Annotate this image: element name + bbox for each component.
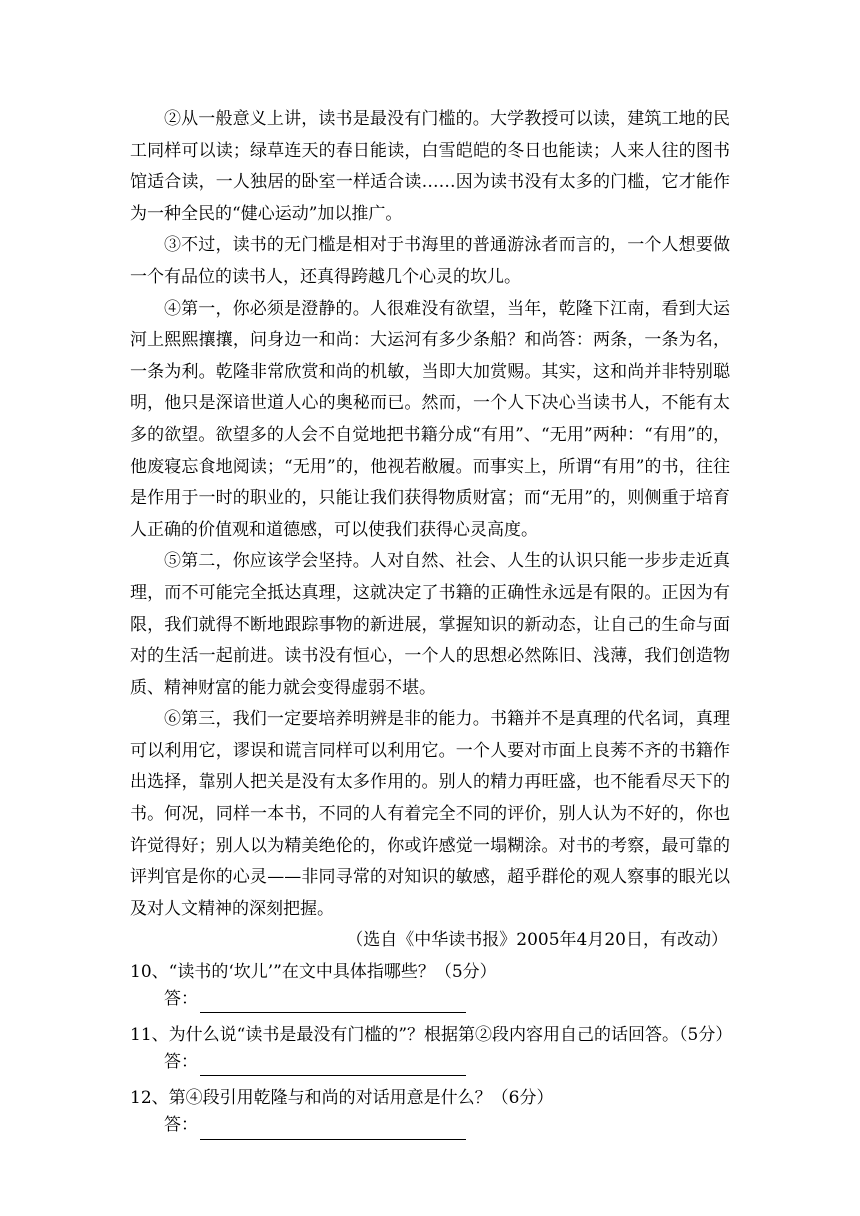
answer-blank-10[interactable] xyxy=(200,1011,466,1013)
source-citation: （选自《中华读书报》2005年4月20日，有改动） xyxy=(346,930,728,951)
answer-label: 答： xyxy=(164,1051,198,1072)
answer-blank-12[interactable] xyxy=(200,1138,466,1140)
paragraph-5: ⑤第二，你应该学会坚持。人对自然、社会、人生的认识只能一步步走近真理，而不可能完全抵达真理，这就决定了书籍的正确性永远是有限的。正因为有限，我们就得不断地跟踪事物的新进展，掌握知识的新动态，让自己的生命与面对的生活一起前进。读书没有恒心，一个人的思想必然陈旧、浅薄，我们创造物质、精神财富的能力就会变得虚弱不堪。 xyxy=(130,551,730,698)
paragraph-4: ④第一，你必须是澄静的。人很难没有欲望，当年，乾隆下江南，看到大运河上熙熙攘攘，问身边一和尚：大运河有多少条船？和尚答：两条，一条为名，一条为利。乾隆非常欣赏和尚的机敏，当即大加赏赐。其实，这和尚并非特别聪明，他只是深谙世道人心的奥秘而已。然而，一个人下决心当读书人，不能有太多的欲望。欲望多的人会不自觉地把书籍分成“有用”、“无用”两种：“有用”的，他废寝忘食地阅读；“无用”的，他视若敝履。而事实上，所谓“有用”的书，往往是作用于一时的职业的，只能让我们获得物质财富；而“无用”的，则侧重于培育人正确的价值观和道德感，可以使我们获得心灵高度。 xyxy=(130,298,730,540)
document-body xyxy=(130,104,733,1147)
answer-blank-11[interactable] xyxy=(200,1074,466,1076)
paragraph-3: ③不过，读书的无门槛是相对于书海里的普通游泳者而言的，一个人想要做一个有品位的读书人，还真得跨越几个心灵的坎儿。 xyxy=(130,235,730,287)
paragraph-6: ⑥第三，我们一定要培养明辨是非的能力。书籍并不是真理的代名词，真理可以利用它，谬误和谎言同样可以利用它。一个人要对市面上良莠不齐的书籍作出选择，靠别人把关是没有太多作用的。别人的精力再旺盛，也不能看尽天下的书。何况，同样一本书，不同的人有着完全不同的评价，别人认为不好的，你也许觉得好；别人以为精美绝伦的，你或许感觉一塌糊涂。对书的考察，最可靠的评判官是你的心灵——非同寻常的对知识的敏感，超乎群伦的观人察事的眼光以及对人文精神的深刻把握。 xyxy=(130,709,730,919)
question-11: 11、为什么说“读书是最没有门槛的”？根据第②段内容用自己的话回答。（5分） xyxy=(130,1025,733,1046)
answer-row-10 xyxy=(130,989,730,1021)
question-12: 12、第④段引用乾隆与和尚的对话用意是什么？（6分） xyxy=(130,1088,554,1109)
answer-row-12 xyxy=(130,1115,730,1147)
question-10: 10、“读书的‘坎儿’”在文中具体指哪些？（5分） xyxy=(130,962,497,983)
answer-label: 答： xyxy=(164,1115,198,1135)
answer-label: 答： xyxy=(164,988,198,1009)
answer-row-11 xyxy=(130,1052,730,1084)
paragraph-2: ②从一般意义上讲，读书是最没有门槛的。大学教授可以读，建筑工地的民工同样可以读；绿草连天的春日能读，白雪皑皑的冬日也能读；人来人往的图书馆适合读，一人独居的卧室一样适合读……因为读书没有太多的门槛，它才能作为一种全民的“健心运动”加以推广。 xyxy=(130,109,730,224)
